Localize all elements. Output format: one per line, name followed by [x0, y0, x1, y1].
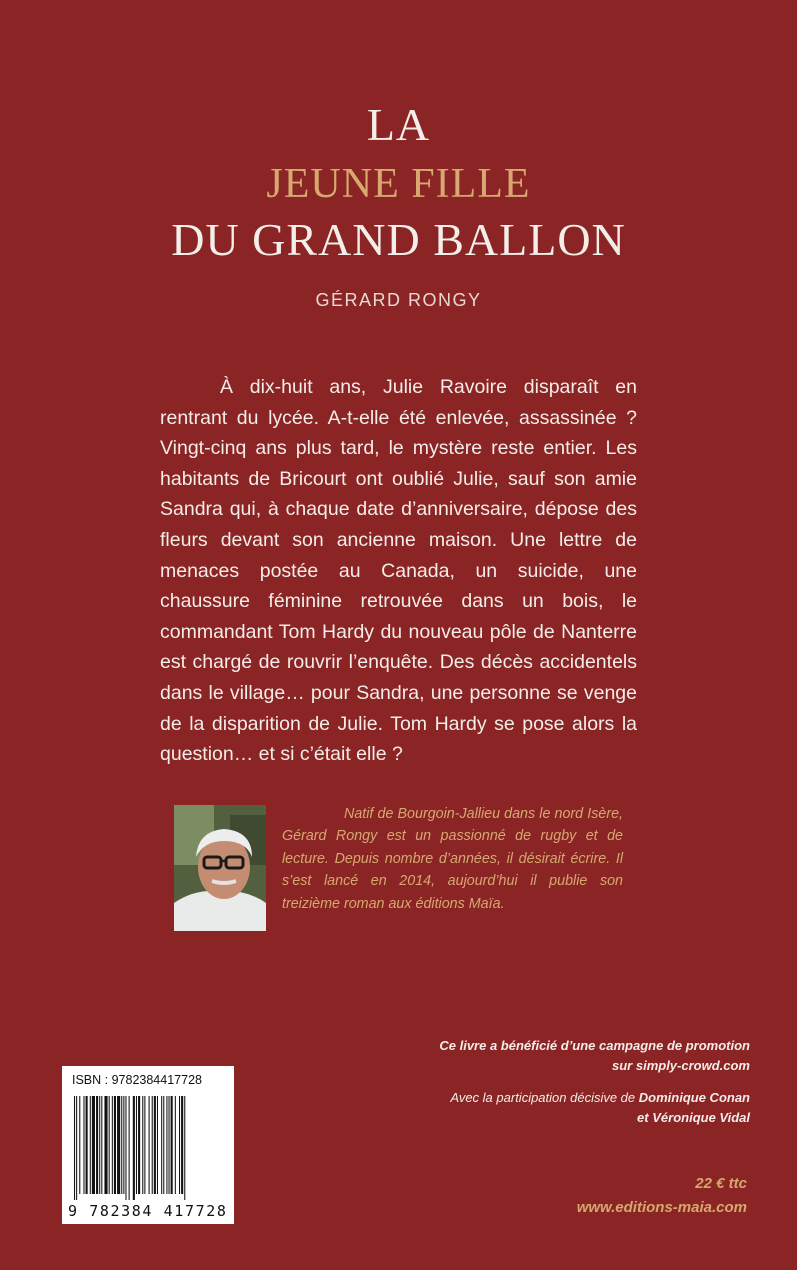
participation-note [370, 1088, 750, 1128]
barcode-bar [112, 1096, 113, 1194]
title-line-1: LA [366, 99, 431, 150]
barcode-bar [121, 1096, 122, 1194]
barcode-bar [92, 1096, 95, 1194]
barcode-bar [138, 1096, 140, 1194]
synopsis-text: À dix-huit ans, Julie Ravoire disparaît en rentrant du lycée. A-t-elle été enlevée, assassinée ? Vingt-cinq ans plus tard, le mystère reste entier. Les habitants de Bricourt ont oublié Julie, sauf son amie Sandra qui, à chaque date d’anniversaire, dépose des fleurs devant son ancienne maison. Une lettre de menaces postée au Canada, un suicide, une chaussure féminine retrouvée dans un bois, le commandant Tom Hardy du nouveau pôle de Nanterre est chargé de rouvrir l’enquête. Des décès accidentels dans le village… pour Sandra, une personne se venge de la disparition de Julie. Tom Hardy se pose alors la question… et si c’était elle ? [160, 376, 637, 766]
barcode-bar [171, 1096, 173, 1194]
barcode-bar [166, 1096, 167, 1194]
barcode-bar [104, 1096, 107, 1194]
participant-1: Dominique Conan [638, 1090, 750, 1105]
barcode-bar [117, 1096, 120, 1194]
promotion-note [370, 1036, 750, 1076]
publisher-website: www.editions-maia.com [576, 1199, 747, 1216]
barcode-bar [76, 1096, 77, 1200]
barcode-bar [123, 1096, 124, 1194]
participation-and: et [637, 1110, 649, 1125]
barcode-bar [99, 1096, 100, 1194]
barcode-bar [144, 1096, 145, 1194]
barcode-bar [154, 1096, 156, 1194]
barcode-bars [72, 1096, 226, 1200]
author-photo [174, 805, 266, 931]
barcode-bar [79, 1096, 80, 1194]
barcode-bar [86, 1096, 88, 1194]
title-line-2: JEUNE FILLE [266, 161, 531, 207]
barcode-bar [179, 1096, 180, 1194]
promotion-line-2: sur simply-crowd.com [612, 1058, 750, 1073]
barcode-bar [142, 1096, 143, 1194]
barcode-bar [152, 1096, 153, 1194]
barcode-bar [157, 1096, 158, 1194]
barcode-bar [163, 1096, 164, 1194]
barcode-bar [96, 1096, 98, 1194]
barcode-digits: 9 782384 417728 [68, 1202, 228, 1220]
barcode-bar [169, 1096, 170, 1194]
isbn-label: ISBN : 9782384417728 [72, 1073, 202, 1087]
barcode-panel [62, 1066, 234, 1224]
promotion-line-1: Ce livre a bénéficié d’une campagne de promotion [439, 1038, 750, 1053]
barcode-bar [161, 1096, 162, 1194]
barcode-bar [83, 1096, 84, 1194]
barcode-bar [74, 1096, 75, 1200]
barcode-bar [136, 1096, 137, 1194]
author-bio: Natif de Bourgoin-Jallieu dans le nord Isère, Gérard Rongy est un passionné de rugby et de lecture. Depuis nombre d’années, il désirait écrire. Il s’est lancé en 2014, aujourd’hui il publie son treizième roman aux éditions Maïa. [282, 806, 623, 912]
barcode-bar [181, 1096, 183, 1194]
title-line-3: DU GRAND BALLON [171, 214, 626, 265]
barcode-bar [175, 1096, 176, 1194]
barcode-bar [90, 1096, 91, 1194]
barcode-bar [109, 1096, 110, 1194]
barcode-bar [133, 1096, 135, 1200]
price: 22 € ttc [695, 1175, 747, 1192]
barcode-bar [125, 1096, 126, 1200]
barcode-bar [101, 1096, 102, 1194]
barcode-bar [149, 1096, 150, 1194]
barcode-bar [129, 1096, 130, 1200]
barcode-bar [184, 1096, 185, 1200]
participation-prefix: Avec la participation décisive de [450, 1090, 636, 1105]
author-name: GÉRARD RONGY [315, 290, 482, 310]
participant-2: Véronique Vidal [652, 1110, 750, 1125]
barcode-bar [114, 1096, 116, 1194]
